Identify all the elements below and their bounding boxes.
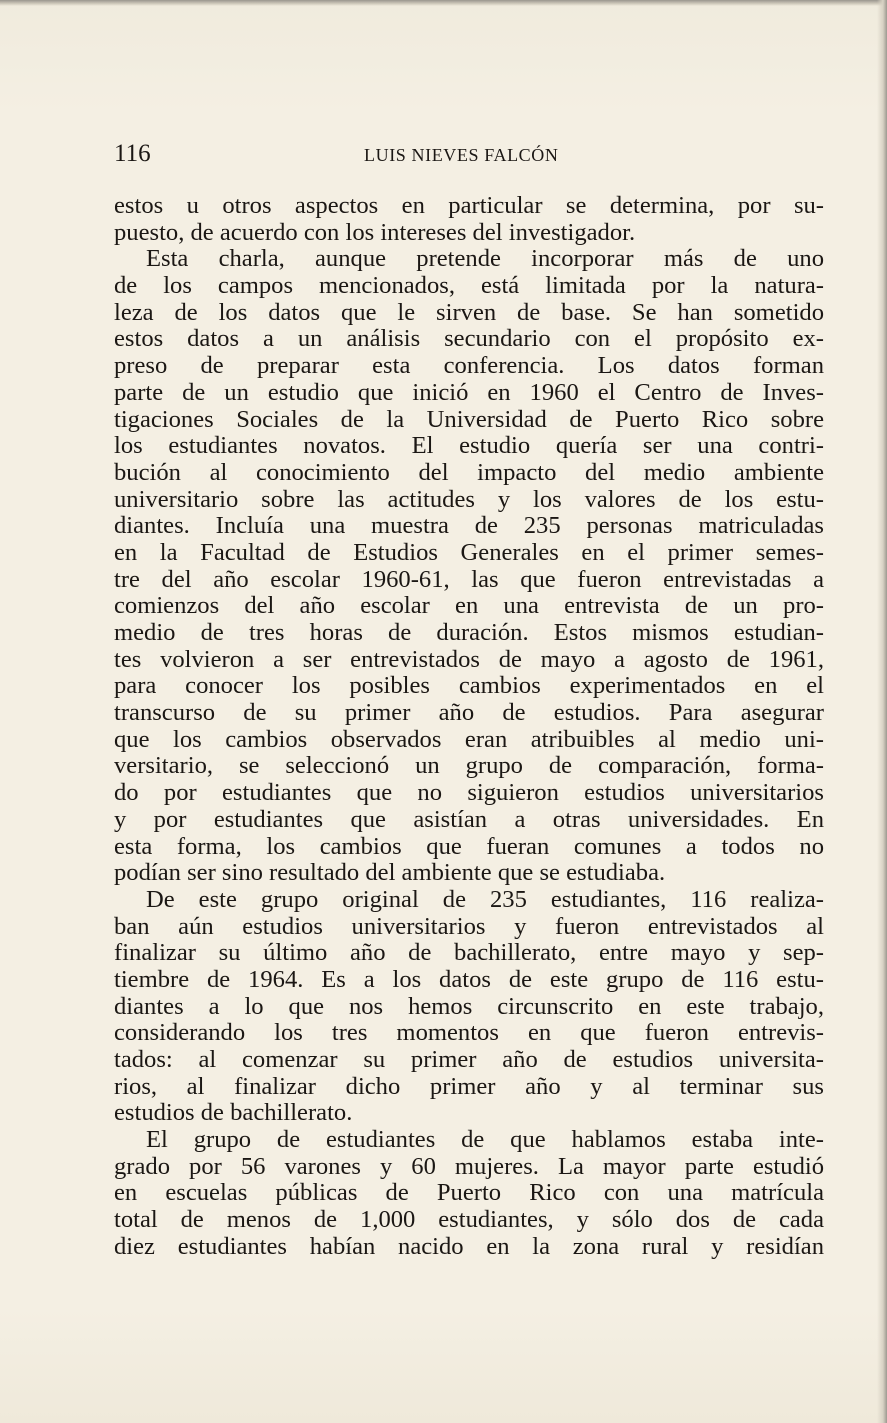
text-line: podían ser sino resultado del ambiente que se estudiaba. <box>114 859 666 887</box>
text-line: universitario sobre las actitudes y los valores de los estu- <box>114 485 824 513</box>
text-line: tre del año escolar 1960-61, las que fueron entrevistadas a <box>114 565 824 593</box>
text-line: parte de un estudio que inició en 1960 el Centro de Inves- <box>114 378 824 406</box>
text-line: para conocer los posibles cambios experimentados en el <box>114 672 824 700</box>
text-line: medio de tres horas de duración. Estos mismos estudian- <box>114 619 824 646</box>
text-line: estudios de bachillerato. <box>114 1099 353 1127</box>
text-line: finalizar su último año de bachillerato, entre mayo y sep- <box>114 939 824 967</box>
text-line: considerando los tres momentos en que fueron entrevis- <box>114 1019 824 1047</box>
text-line: bución al conocimiento del impacto del medio ambiente <box>114 458 824 486</box>
text-line: puesto, de acuerdo con los intereses del investigador. <box>114 218 636 246</box>
text-line: en la Facultad de Estudios Generales en el primer semes- <box>114 538 824 566</box>
text-line: transcurso de su primer año de estudios. Para asegurar <box>114 699 824 727</box>
text-line: que los cambios observados eran atribuibles al medio uni- <box>114 725 824 753</box>
text-line: estos datos a un análisis secundario con el propósito ex- <box>114 325 824 353</box>
text-line: de los campos mencionados, está limitada por la natura- <box>114 272 824 300</box>
text-line: diantes. Incluía una muestra de 235 personas matriculadas <box>114 512 824 540</box>
text-line: y por estudiantes que asistían a otras universidades. En <box>114 805 824 833</box>
text-line: De este grupo original de 235 estudiantes, 116 realiza- <box>146 885 824 913</box>
text-line: en escuelas públicas de Puerto Rico con una matrícula <box>114 1179 824 1207</box>
text-line: tados: al comenzar su primer año de estudios universita- <box>114 1046 824 1073</box>
body-text <box>114 193 824 1261</box>
text-line: ban aún estudios universitarios y fueron entrevistados al <box>114 912 824 940</box>
page-number: 116 <box>114 140 151 167</box>
text-line: estos u otros aspectos en particular se determina, por su- <box>114 192 824 219</box>
text-line: diez estudiantes habían nacido en la zona rural y residían <box>114 1232 824 1260</box>
text-line: diantes a lo que nos hemos circunscrito en este trabajo, <box>114 992 824 1020</box>
text-line: El grupo de estudiantes de que hablamos estaba inte- <box>146 1126 824 1154</box>
text-line: total de menos de 1,000 estudiantes, y sólo dos de cada <box>114 1206 824 1234</box>
text-line: grado por 56 varones y 60 mujeres. La mayor parte estudió <box>114 1152 824 1180</box>
text-line: esta forma, los cambios que fueran comunes a todos no <box>114 832 824 860</box>
text-line: Esta charla, aunque pretende incorporar más de uno <box>146 245 824 273</box>
page-right-edge-shadow <box>877 0 887 1423</box>
text-line: los estudiantes novatos. El estudio quería ser una contri- <box>114 432 824 460</box>
text-line: rios, al finalizar dicho primer año y al terminar sus <box>114 1072 824 1100</box>
text-line: do por estudiantes que no siguieron estudios universitarios <box>114 779 824 807</box>
text-line: tiembre de 1964. Es a los datos de este grupo de 116 estu- <box>114 965 824 993</box>
text-line: leza de los datos que le sirven de base. Se han sometido <box>114 298 824 326</box>
page-top-edge-shadow <box>0 0 887 6</box>
running-header <box>114 138 824 172</box>
text-line: tigaciones Sociales de la Universidad de Puerto Rico sobre <box>114 405 824 433</box>
running-header-author: LUIS NIEVES FALCÓN <box>364 145 559 165</box>
text-line: tes volvieron a ser entrevistados de mayo a agosto de 1961, <box>114 645 824 673</box>
text-line: versitario, se seleccionó un grupo de comparación, forma- <box>114 752 824 780</box>
text-line: preso de preparar esta conferencia. Los datos forman <box>114 352 824 380</box>
text-line: comienzos del año escolar en una entrevista de un pro- <box>114 592 824 620</box>
